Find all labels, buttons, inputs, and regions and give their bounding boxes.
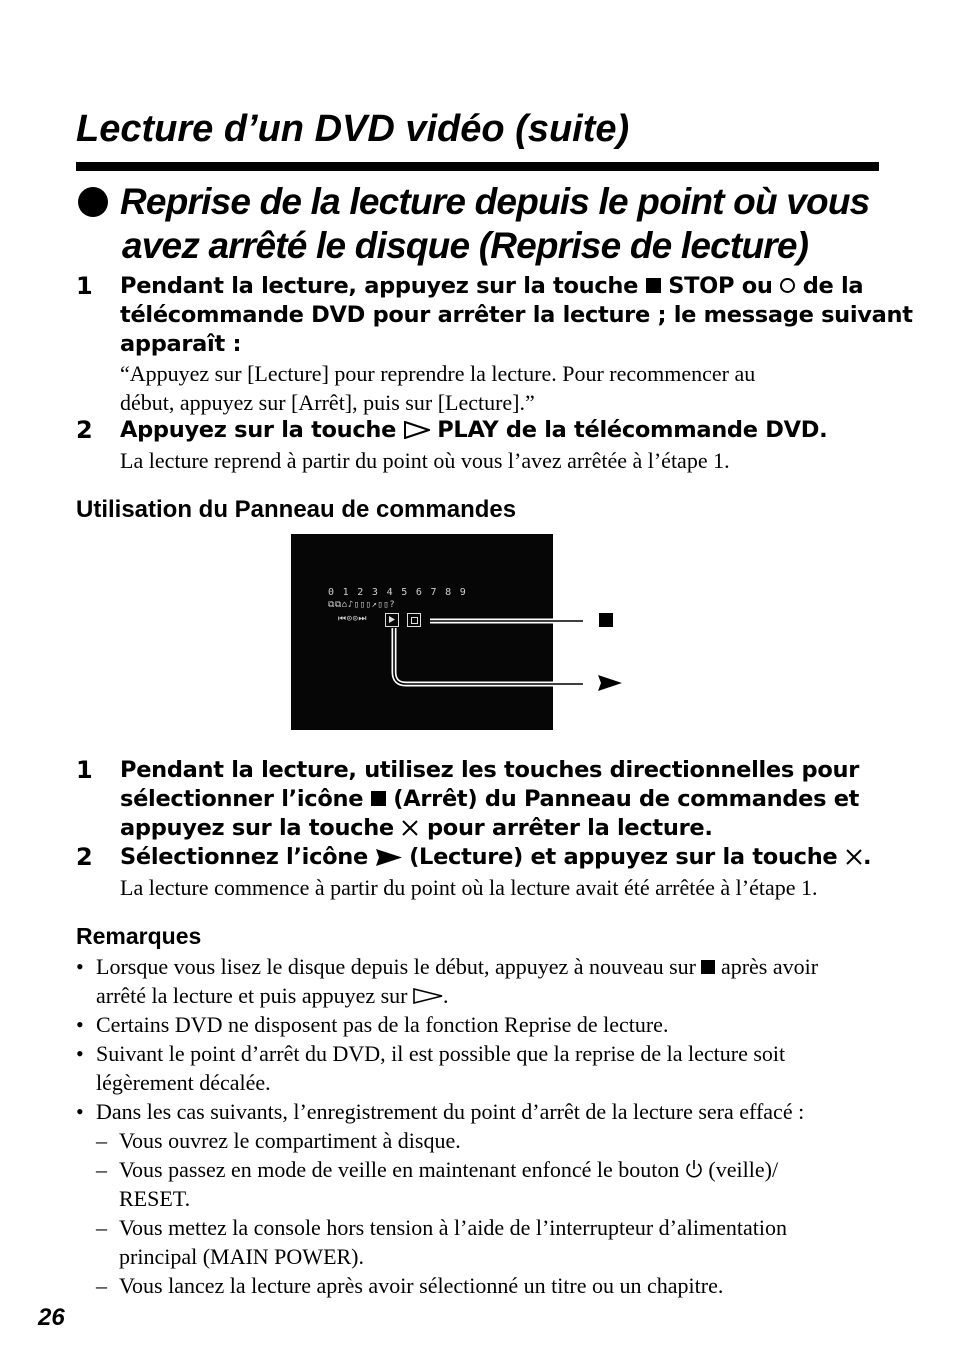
list-item: • Dans les cas suivants, l’enregistrement du point d’arrêt de la lecture sera effacé : [76, 1099, 805, 1124]
notes-heading: Remarques [76, 923, 202, 949]
step-b2-line1b: (Lecture) et appuyez sur la touche [409, 844, 838, 870]
page-number: 26 [38, 1304, 65, 1331]
cross-button-icon [845, 848, 863, 866]
step-a2-line1b: PLAY de la télécommande DVD. [437, 417, 828, 443]
stop-square-icon [371, 791, 386, 806]
step-b1-line2a: sélectionner l’icône [120, 786, 364, 812]
panel-digits: 0 1 2 3 4 5 6 7 8 9 [328, 587, 468, 598]
power-icon [685, 1159, 703, 1179]
step-b1-text [120, 756, 890, 843]
step-b1-line2b: (Arrêt) du Panneau de commandes et [393, 786, 860, 812]
list-item: • Suivant le point d’arrêt du DVD, il est possible que la reprise de la lecture soit légèrement décalée. [76, 1041, 786, 1095]
step-b1-line3b: pour arrêter la lecture. [426, 815, 713, 841]
step-b2-body1: La lecture commence à partir du point où la lecture avait été arrêtée à l’étape 1. [120, 875, 818, 900]
step-b1-line1: Pendant la lecture, utilisez les touches directionnelles pour [120, 757, 859, 783]
step-a2-number: 2 [76, 416, 93, 444]
control-panel-subheading: Utilisation du Panneau de commandes [76, 496, 517, 523]
panel-icon-row: ⧉⧉⌂♪▯▯▯↗▯▯? [328, 600, 396, 610]
panel-transport-row: ⏮⊙⊙⏭ [338, 614, 368, 624]
stop-label-icon [599, 613, 613, 627]
step-a1-line1b: STOP ou [668, 273, 773, 299]
notes-list [76, 952, 886, 1300]
list-item: • Lorsque vous lisez le disque depuis le début, appuyez à nouveau sur après avoir arrêté la lecture et puis appuyez sur . [76, 954, 819, 1008]
list-item: – Vous passez en mode de veille en maintenant enfoncé le bouton (veille)/ RESET. [96, 1157, 779, 1211]
step-b2-number: 2 [76, 843, 93, 871]
list-item: – Vous ouvrez le compartiment à disque. [96, 1128, 461, 1153]
list-item: – Vous mettez la console hors tension à l’aide de l’interrupteur d’alimentation principal (MAIN POWER). [96, 1215, 787, 1269]
step-a2-body1: La lecture reprend à partir du point où vous l’avez arrêtée à l’étape 1. [120, 448, 730, 473]
play-filled-icon [376, 849, 402, 866]
step-b1-number: 1 [76, 756, 93, 784]
play-label-icon [598, 675, 622, 691]
list-item: • Certains DVD ne disposent pas de la fonction Reprise de lecture. [76, 1012, 669, 1037]
cross-button-icon [401, 819, 419, 837]
step-b2-line1c: . [862, 844, 872, 870]
section-heading-line1: Reprise de la lecture depuis le point où vous [120, 181, 870, 222]
step-b2-text [120, 843, 890, 872]
step-a1-number: 1 [76, 272, 93, 300]
step-a1-line1a: Pendant la lecture, appuyez sur la touche [120, 273, 639, 299]
section-heading-line2: avez arrêté le disque (Reprise de lecture) [122, 225, 809, 266]
stop-square-icon [701, 960, 715, 974]
step-b1-line3a: appuyez sur la touche [120, 815, 394, 841]
step-a2-line1a: Appuyez sur la touche [120, 417, 397, 443]
page-title: Lecture d’un DVD vidéo (suite) [76, 108, 630, 150]
step-a1-body2: début, appuyez sur [Arrêt], puis sur [Lecture].” [120, 390, 535, 415]
step-a1-line1c: de la [802, 273, 864, 299]
step-b2-line1a: Sélectionnez l’icône [120, 844, 368, 870]
step-a1-line2: télécommande DVD pour arrêter la lecture ; le message suivant [120, 302, 913, 328]
step-a1-body1: “Appuyez sur [Lecture] pour reprendre la lecture. Pour recommencer au [120, 361, 756, 386]
step-a1-line3: apparaît : [120, 331, 242, 357]
list-item: – Vous lancez la lecture après avoir sélectionné un titre ou un chapitre. [96, 1273, 724, 1298]
play-outline-icon [413, 987, 443, 1005]
